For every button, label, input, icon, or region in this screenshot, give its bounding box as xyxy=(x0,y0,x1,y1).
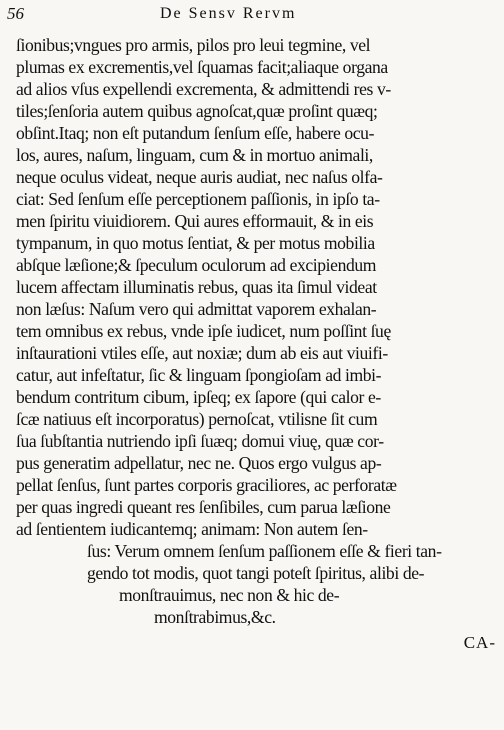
text-line: neque oculus videat, neque auris audiat, nec naſus olfa- xyxy=(16,167,383,187)
text-line: inſtaurationi vtiles eſſe, aut noxiæ; dum ab eis aut viuifi- xyxy=(16,343,388,363)
text-line: men ſpiritu viuidiorem. Qui aures efformauit, & in eis xyxy=(16,211,374,231)
text-line: bendum contritum cibum, ipſeq; ex ſapore (qui calor e- xyxy=(16,387,381,407)
text-line: ſcæ natiuus eſt incorporatus) pernoſcat, vtilisne ſit cum xyxy=(16,409,378,429)
text-line: ad ſentientem iudicantemq; animam: Non autem ſen- xyxy=(16,519,368,539)
text-line: ciat: Sed ſenſum eſſe perceptionem paſſionis, in ipſo ta- xyxy=(16,189,380,209)
text-line: obſint.Itaq; non eſt putandum ſenſum eſſe, habere ocu- xyxy=(16,123,375,143)
text-line: per quas ingredi queant res ſenſibiles, cum parua læſione xyxy=(16,497,391,517)
page-number: 56 xyxy=(7,4,24,23)
text-line: pellat ſenſus, ſunt partes corporis graciliores, ac perforatæ xyxy=(16,475,397,495)
catchword: CA- xyxy=(463,633,496,652)
text-line: tympanum, in quo motus ſentiat, & per motus mobilia xyxy=(16,233,375,253)
text-line: ſua ſubſtantia nutriendo ipſi ſuæq; domui viuę, quæ cor- xyxy=(16,431,384,451)
page-header xyxy=(0,0,504,36)
body-text xyxy=(16,34,488,628)
text-line: ad alios vſus expellendi excrementa, & admittendi res v- xyxy=(16,79,391,99)
text-line: pus generatim adpellatur, nec ne. Quos ergo vulgus ap- xyxy=(16,453,382,473)
text-line: monſtrabimus,&c. xyxy=(154,607,276,627)
text-line: tiles;ſenſoria autem quibus agnoſcat,quæ proſint quæq; xyxy=(16,101,378,121)
text-line: ſionibus;vngues pro armis, pilos pro leui tegmine, vel xyxy=(16,35,371,55)
text-line: abſque læſione;& ſpeculum oculorum ad excipiendum xyxy=(16,255,377,275)
text-line: lucem affectam illuminatis rebus, quas ita ſimul videat xyxy=(16,277,377,297)
text-line: los, aures, naſum, linguam, cum & in mortuo animali, xyxy=(16,145,373,165)
text-line: gendo tot modis, quot tangi poteſt ſpiritus, alibi de- xyxy=(87,563,425,583)
text-line: ſus: Verum omnem ſenſum paſſionem eſſe & fieri tan- xyxy=(87,541,442,561)
text-line: plumas ex excrementis,vel ſquamas facit;aliaque organa xyxy=(16,57,388,77)
text-line: catur, aut infeſtatur, ſic & linguam ſpongioſam ad imbi- xyxy=(16,365,382,385)
text-line: tem omnibus ex rebus, vnde ipſe iudicet, num poſſint ſuę xyxy=(16,321,391,341)
text-line: monſtrauimus, nec non & hic de- xyxy=(119,585,340,605)
text-line: non læſus: Naſum vero qui admittat vaporem exhalan- xyxy=(16,299,377,319)
running-title: De Sensv Rervm xyxy=(160,5,297,22)
